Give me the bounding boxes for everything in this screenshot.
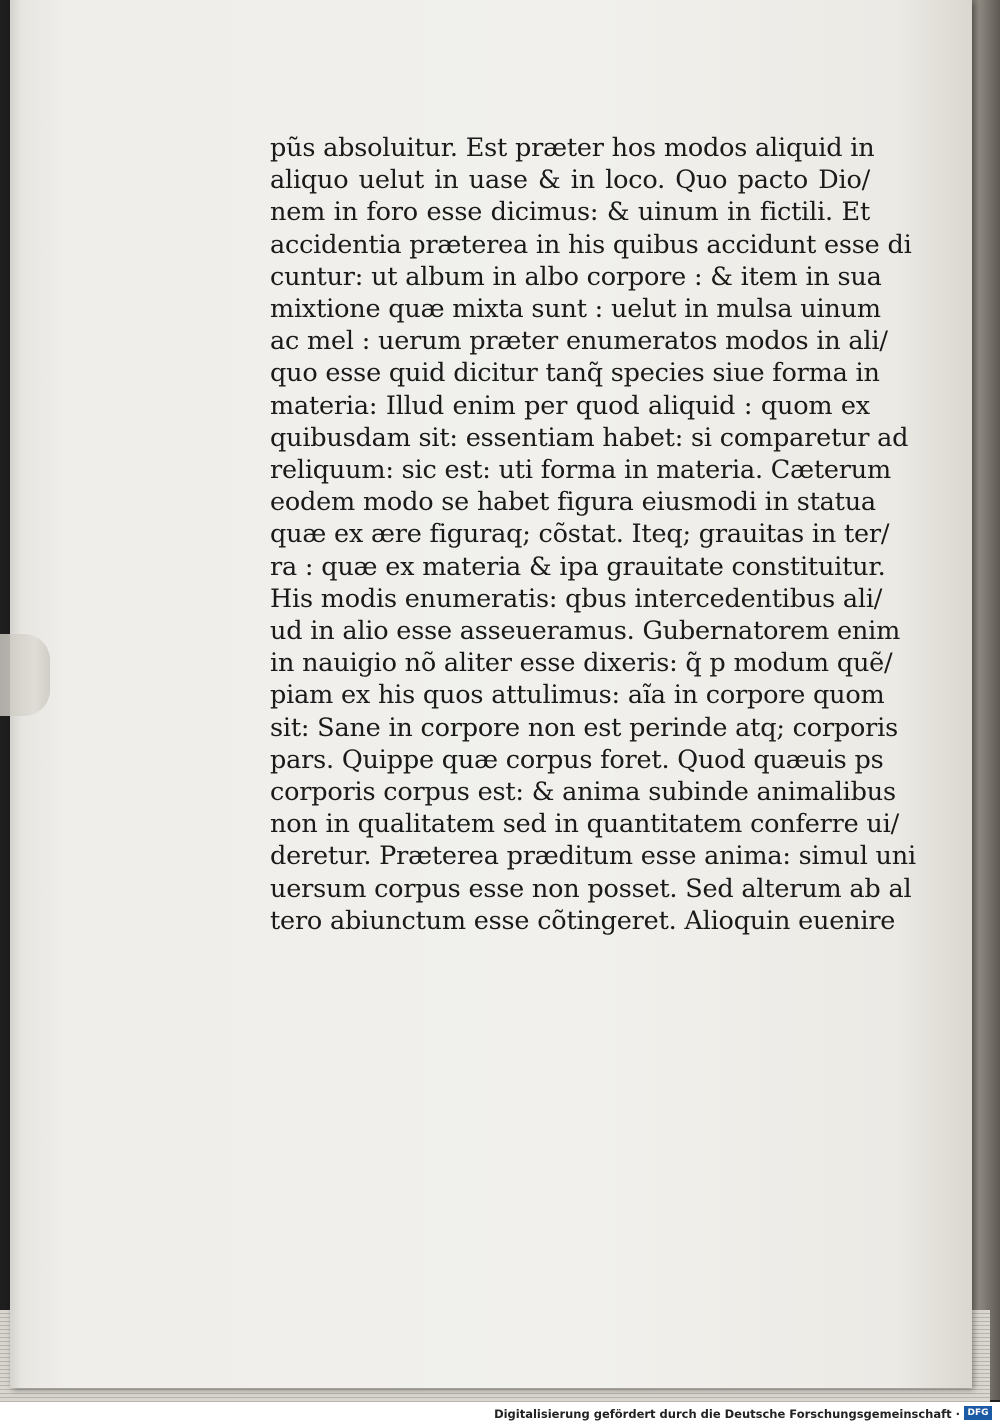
text-line: ud in alio esse asseueramus. Gubernatorem enim <box>270 616 901 647</box>
funding-credit: Digitalisierung gefördert durch die Deutsche Forschungsgemeinschaft · <box>494 1407 960 1421</box>
text-line: eodem modo se habet figura eiusmodi in statua <box>270 487 876 518</box>
text-line: sit: Sane in corpore non est perinde atq; corporis <box>270 712 898 743</box>
page-tab-marker <box>0 634 50 716</box>
text-line: quo esse quid dicitur tanq̃ species siue forma in <box>270 358 880 389</box>
text-line: cuntur: ut album in albo corpore : & item in sua <box>270 261 882 292</box>
text-line: uersum corpus esse non posset. Sed alterum ab al <box>270 873 912 904</box>
digitization-footer <box>0 1402 1000 1425</box>
text-line: piam ex his quos attulimus: aĩa in corpore quom <box>270 680 885 711</box>
text-line: deretur. Præterea præditum esse anima: simul uni <box>270 841 916 872</box>
text-line: pũs absoluitur. Est præter hos modos aliquid in <box>270 133 875 163</box>
text-line: His modis enumeratis: qbus intercedentibus ali/ <box>270 583 883 614</box>
text-line: pars. Quippe quæ corpus foret. Quod quæuis ps <box>270 744 884 775</box>
text-line: nem in foro esse dicimus: & uinum in fictili. Et <box>270 197 870 228</box>
printed-text-block <box>270 132 916 937</box>
text-line: ac mel : uerum præter enumeratos modos in ali/ <box>270 326 888 357</box>
text-line: tero abiunctum esse cõtingeret. Alioquin euenire <box>270 905 896 936</box>
text-line: accidentia præterea in his quibus accidunt esse di <box>270 229 912 260</box>
text-line: reliquum: sic est: uti forma in materia. Cæterum <box>270 455 891 486</box>
text-line: quæ ex ære figuraq; cõstat. Iteq; grauitas in ter/ <box>270 519 890 550</box>
text-line: corporis corpus est: & anima subinde animalibus <box>270 777 896 808</box>
text-line: in nauigio nõ aliter esse dixeris: q̃ p modum quẽ/ <box>270 648 893 679</box>
text-line: aliquo uelut in uase & in loco. Quo pacto Dio/ <box>270 165 870 196</box>
text-line: quibusdam sit: essentiam habet: si comparetur ad <box>270 422 909 453</box>
text-line: mixtione quæ mixta sunt : uelut in mulsa uinum <box>270 294 881 325</box>
text-line: materia: Illud enim per quod aliquid : quom ex <box>270 390 870 421</box>
dfg-logo-icon: DFG <box>964 1406 992 1420</box>
text-line: non in qualitatem sed in quantitatem conferre ui/ <box>270 809 899 840</box>
text-line: ra : quæ ex materia & ipa grauitate constituitur. <box>270 551 886 582</box>
